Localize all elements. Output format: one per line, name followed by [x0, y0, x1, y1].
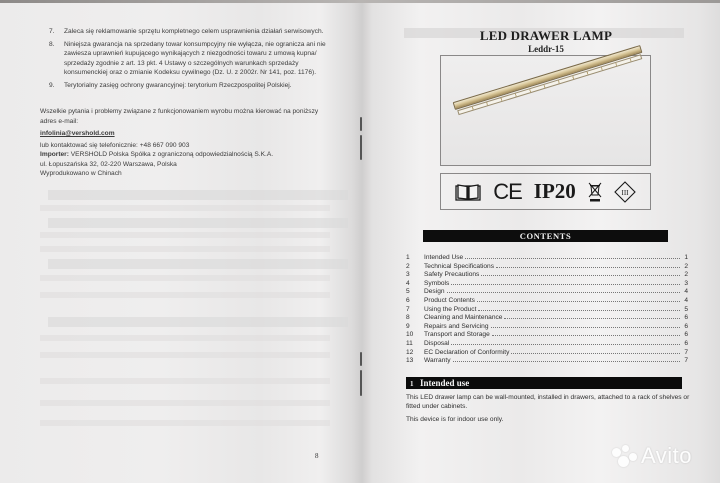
toc-leader — [453, 361, 680, 362]
toc-leader — [447, 292, 680, 293]
protection-class-iii-icon — [614, 181, 636, 203]
toc-leader — [504, 318, 680, 319]
importer-address: ul. Łopuszańska 32, 02-220 Warszawa, Polska — [40, 161, 177, 168]
toc-label: Safety Precautions — [424, 271, 480, 279]
toc-page: 6 — [684, 322, 688, 330]
toc-label: EC Declaration of Conformity — [424, 348, 510, 356]
toc-entry[interactable] — [406, 357, 688, 366]
toc-page: 6 — [684, 331, 688, 339]
toc-entry[interactable] — [406, 349, 688, 358]
toc-page: 4 — [684, 288, 688, 296]
warranty-item — [38, 40, 328, 78]
toc-entry[interactable] — [406, 306, 688, 315]
toc-page: 2 — [684, 271, 688, 279]
right-page — [372, 0, 720, 483]
toc-number: 4 — [406, 279, 410, 287]
show-through-text — [40, 292, 330, 298]
toc-number: 1 — [406, 254, 410, 261]
contact-phone: lub kontaktować się telefonicznie: +48 667 090 903 — [40, 142, 190, 149]
toc-entry[interactable] — [406, 263, 688, 272]
toc-number: 11 — [406, 339, 413, 347]
toc-page: 4 — [684, 296, 688, 304]
show-through-bar — [48, 190, 348, 200]
toc-leader — [478, 310, 680, 311]
show-through-text — [40, 378, 330, 384]
staple — [360, 352, 362, 366]
warranty-item — [38, 27, 328, 37]
toc-leader — [451, 344, 680, 345]
contact-intro: Wszelkie pytania i problemy związane z funkcjonowaniem wyrobu można kierować na poniższy adres e-mail: — [40, 108, 319, 125]
toc-page: 6 — [684, 314, 688, 322]
show-through-text — [40, 246, 330, 252]
table-of-contents — [406, 254, 688, 366]
toc-leader — [496, 267, 680, 268]
warranty-item-text: Terytorialny zasięg ochrony gwarancyjnej: terytorium Rzeczpospolitej Polskiej. — [64, 81, 292, 89]
page-number: 8 — [315, 452, 319, 460]
show-through-text — [40, 275, 330, 281]
section-heading-intended-use — [406, 377, 682, 389]
avito-watermark — [612, 443, 692, 469]
warranty-item-number: 9. — [49, 81, 55, 89]
svg-text:III: III — [621, 188, 629, 197]
show-through-bar — [48, 317, 348, 327]
staple — [360, 135, 362, 160]
warranty-item-text: Niniejsza gwarancja na sprzedany towar konsumpcyjny nie wyłącza, nie ogranicza ani nie zawiesza uprawnień kupującego wynikających z niezgodności towaru z umową kupna/ sprzedaży zgodnie z art. 13 pkt. 4 Ustawy o szczególnych warunkach sprzedaży konsumenckiej oraz o zmianie Kodeksu cywilnego (Dz. U. z 2002r. Nr 141, poz. 1176). — [64, 40, 326, 77]
importer-name: VERSHOLD Polska Spółka z ograniczoną odpowiedzialnością S.K.A. — [68, 151, 274, 158]
lamp-body — [453, 45, 643, 110]
toc-label: Design — [424, 288, 445, 296]
toc-number: 3 — [406, 271, 410, 279]
toc-entry[interactable] — [406, 280, 688, 289]
show-through-bar — [48, 218, 348, 228]
toc-entry[interactable] — [406, 297, 688, 306]
ce-mark-icon: CE — [493, 178, 522, 204]
warranty-list — [38, 27, 328, 94]
show-through-bar — [48, 259, 348, 269]
toc-label: Symbols — [424, 279, 450, 287]
toc-label: Transport and Storage — [424, 331, 490, 339]
toc-number: 13 — [406, 357, 414, 365]
warranty-item-number: 8. — [49, 40, 55, 48]
warranty-item — [38, 81, 328, 91]
toc-leader — [491, 327, 680, 328]
section-number: 1 — [410, 380, 414, 388]
section-paragraph: This device is for indoor use only. — [406, 416, 504, 423]
toc-label: Repairs and Servicing — [424, 322, 489, 330]
importer-line — [40, 150, 320, 160]
toc-leader — [451, 284, 680, 285]
toc-leader — [511, 353, 680, 354]
ip-rating: IP20 — [533, 179, 576, 203]
section-body — [406, 393, 691, 428]
contact-email-link[interactable]: infolinia@vershold.com — [40, 130, 115, 137]
toc-number: 5 — [406, 288, 410, 296]
importer-label: Importer: — [40, 151, 69, 158]
toc-number: 12 — [406, 348, 414, 356]
show-through-text — [40, 205, 330, 211]
show-through-text — [40, 352, 330, 358]
toc-number: 9 — [406, 322, 410, 330]
show-through-text — [40, 400, 330, 406]
warranty-item-text: Zaleca się reklamowanie sprzętu kompletnego celem usprawnienia działań serwisowych. — [64, 28, 324, 35]
watermark-text: Avito — [641, 443, 693, 468]
toc-page: 7 — [684, 348, 688, 356]
toc-page: 5 — [684, 305, 688, 313]
toc-entry[interactable] — [406, 254, 688, 263]
toc-number: 8 — [406, 314, 410, 322]
toc-entry[interactable] — [406, 331, 688, 340]
toc-label: Intended Use — [424, 254, 464, 261]
toc-page: 2 — [684, 262, 688, 270]
toc-entry[interactable] — [406, 271, 688, 280]
read-manual-icon — [455, 183, 481, 201]
weee-bin-icon — [588, 182, 602, 202]
product-model: Leddr-15 — [528, 44, 564, 54]
product-image — [440, 55, 651, 166]
contents-heading: CONTENTS — [423, 230, 668, 242]
show-through-text — [40, 420, 330, 426]
toc-leader — [477, 301, 680, 302]
toc-label: Cleaning and Maintenance — [424, 314, 503, 322]
toc-number: 2 — [406, 262, 410, 270]
toc-label: Technical Specifications — [424, 262, 495, 270]
staple — [360, 117, 362, 131]
section-paragraph: This LED drawer lamp can be wall-mounted, installed in drawers, attached to a rack of shelves or fitted under cabinets. — [406, 394, 690, 410]
avito-logo-icon — [612, 445, 638, 467]
led-lamp-illustration — [453, 45, 645, 118]
toc-leader — [465, 258, 680, 259]
symbols-box — [440, 173, 651, 210]
toc-label: Using the Product — [424, 305, 477, 313]
toc-label: Warranty — [424, 357, 451, 365]
toc-page: 7 — [684, 357, 688, 365]
toc-number: 6 — [406, 296, 410, 304]
toc-number: 7 — [406, 305, 410, 313]
show-through-text — [40, 335, 330, 341]
show-through-text — [40, 232, 330, 238]
toc-entry[interactable] — [406, 288, 688, 297]
made-in: Wyprodukowano w Chinach — [40, 170, 122, 177]
warranty-item-number: 7. — [49, 28, 55, 35]
toc-page: 6 — [684, 339, 688, 347]
toc-entry[interactable] — [406, 314, 688, 323]
toc-label: Disposal — [424, 339, 450, 347]
toc-label: Product Contents — [424, 296, 475, 304]
toc-leader — [492, 335, 680, 336]
lamp-rail — [457, 54, 642, 115]
toc-leader — [481, 275, 680, 276]
toc-number: 10 — [406, 331, 414, 339]
section-title: Intended use — [420, 378, 470, 388]
toc-page: 3 — [684, 279, 688, 287]
toc-entry[interactable] — [406, 323, 688, 332]
toc-page: 1 — [684, 254, 688, 261]
toc-entry[interactable] — [406, 340, 688, 349]
staple — [360, 370, 362, 396]
product-title: LED DRAWER LAMP — [479, 28, 613, 43]
